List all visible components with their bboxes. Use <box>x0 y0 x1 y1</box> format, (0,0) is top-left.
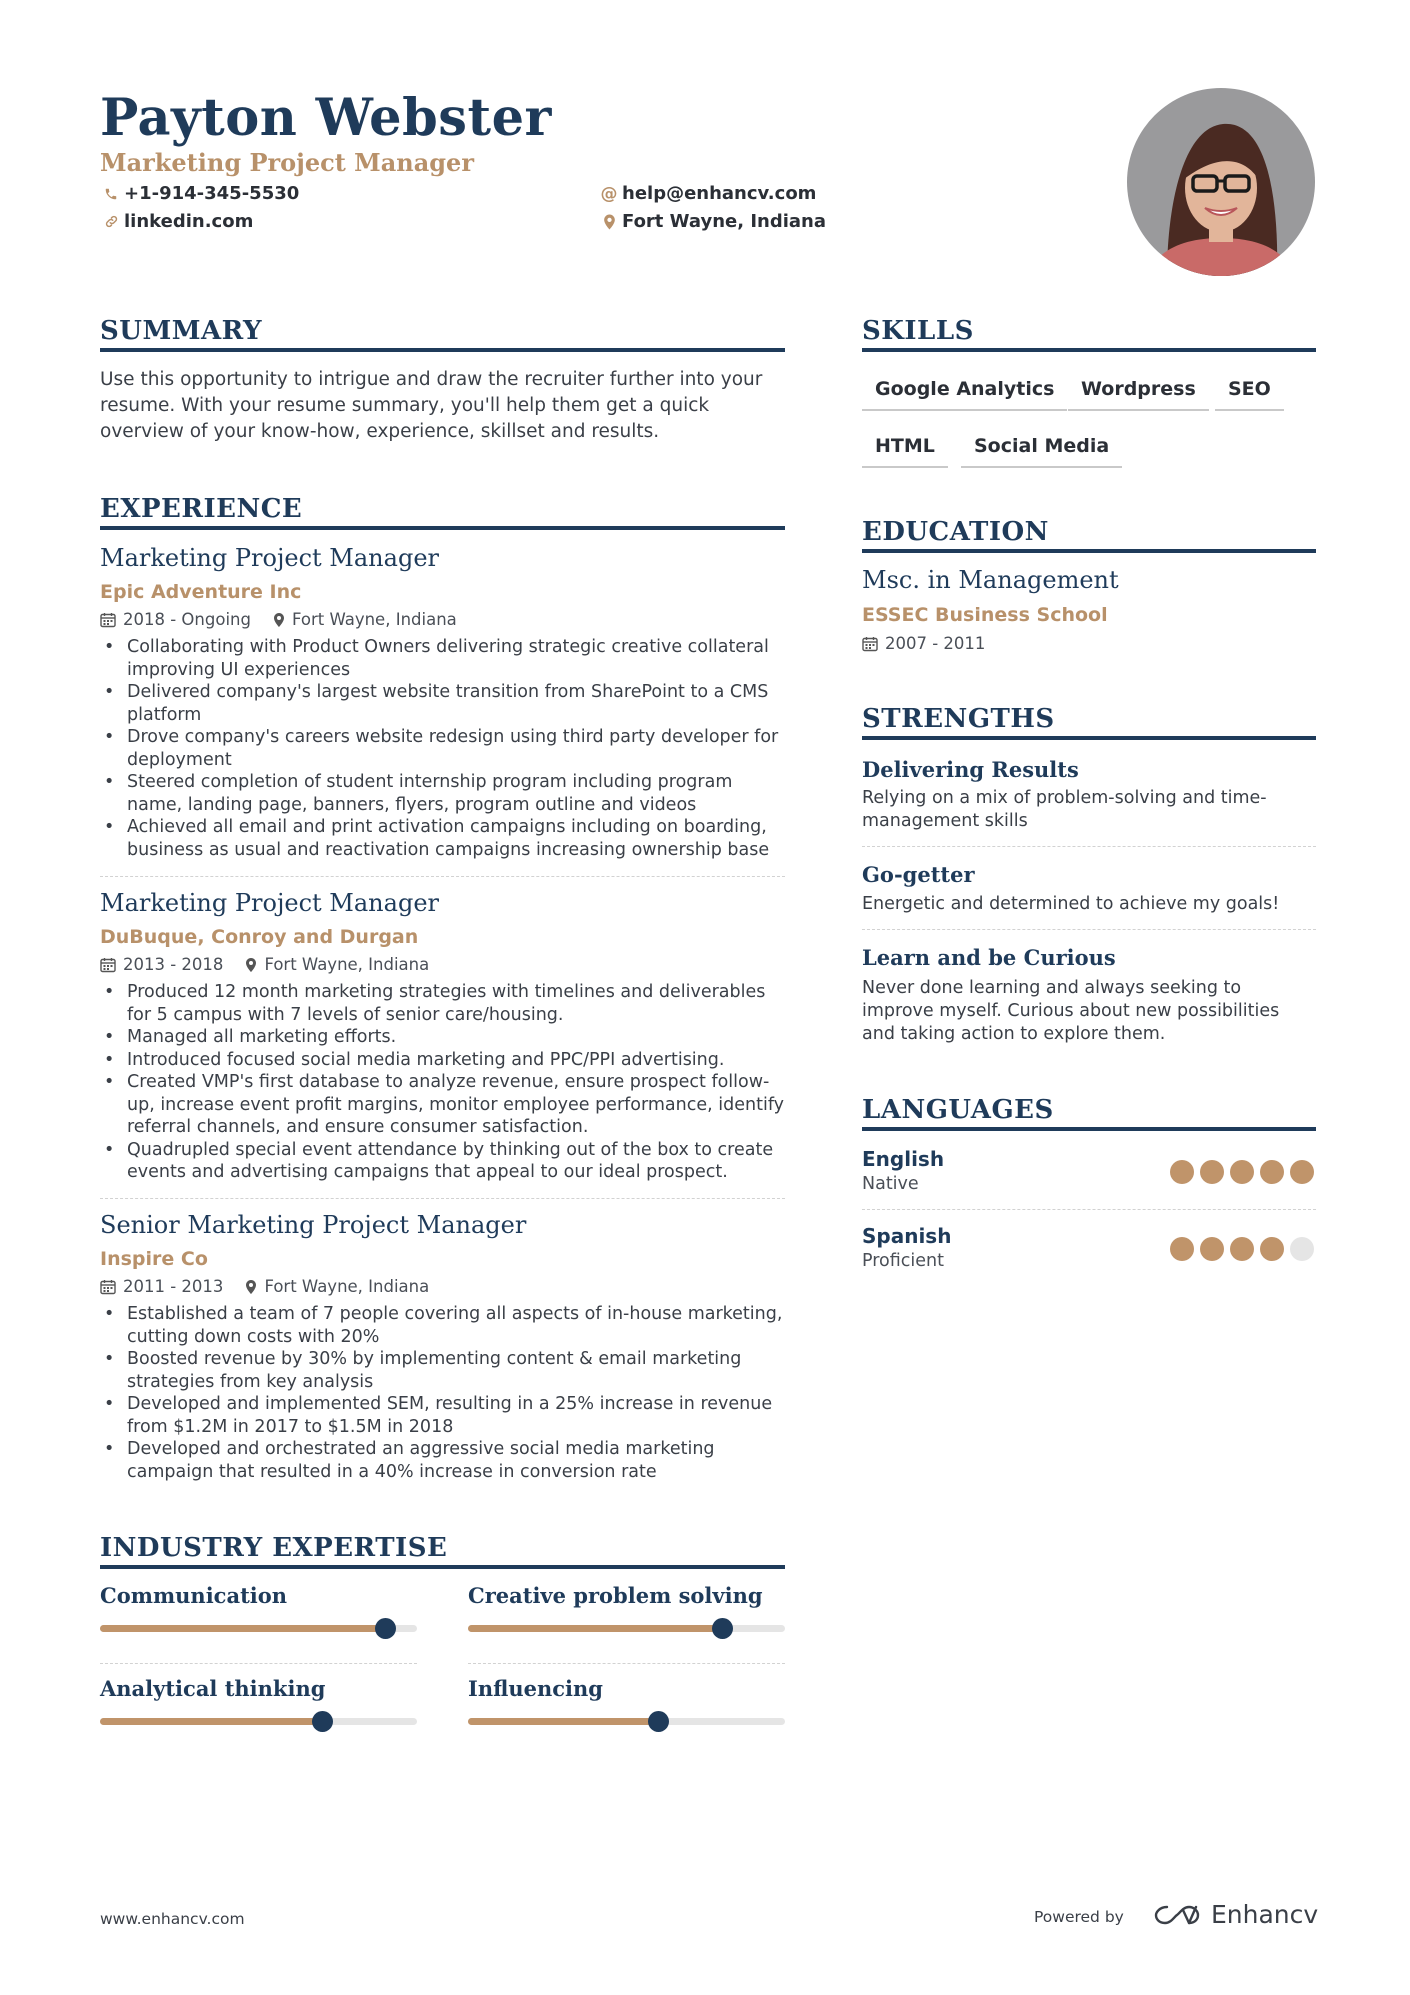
industry-expertise-rule <box>100 1565 785 1569</box>
divider <box>100 1663 417 1664</box>
language-level: Proficient <box>862 1251 944 1271</box>
candidate-role: Marketing Project Manager <box>100 148 474 177</box>
calendar-icon <box>100 612 116 628</box>
summary-rule <box>100 348 785 352</box>
linkedin-text: linkedin.com <box>124 211 254 232</box>
summary-title: SUMMARY <box>100 316 263 346</box>
expertise-bar-knob <box>375 1618 396 1639</box>
languages-title: LANGUAGES <box>862 1095 1054 1125</box>
skills-rule <box>862 348 1316 352</box>
rating-dot-filled <box>1230 1160 1254 1184</box>
enhancv-logo-text: Enhancv <box>1211 1900 1319 1929</box>
strengths-title: STRENGTHS <box>862 704 1055 734</box>
contact-linkedin[interactable] <box>100 211 253 232</box>
rating-dot-filled <box>1170 1237 1194 1261</box>
enhancv-logo-icon <box>1153 1902 1201 1928</box>
bullet-item: • Quadrupled special event attendance by thinking out of the box to create events and advertising campaigns that appeal to our ideal prospect. <box>100 1139 790 1184</box>
expertise-bar-knob <box>712 1618 733 1639</box>
education-school: ESSEC Business School <box>862 604 1108 626</box>
bullet-item: • Established a team of 7 people covering all aspects of in-house marketing, cutting down costs with 20% <box>100 1303 790 1348</box>
expertise-label: Communication <box>100 1583 288 1608</box>
expertise-label: Analytical thinking <box>100 1676 326 1701</box>
rating-dot-filled <box>1260 1160 1284 1184</box>
phone-text: +1-914-345-5530 <box>124 183 300 204</box>
skill-chip: SEO <box>1215 378 1284 411</box>
bullet-item: • Boosted revenue by 30% by implementing content & email marketing strategies from key analysis <box>100 1348 790 1393</box>
job-dates: 2018 - Ongoing <box>123 610 251 629</box>
expertise-bar-fill <box>100 1718 322 1725</box>
education-title: EDUCATION <box>862 517 1049 547</box>
job-bullets <box>100 636 790 861</box>
bullet-item: • Managed all marketing efforts. <box>100 1026 790 1049</box>
skill-chip: Social Media <box>961 435 1122 468</box>
experience-rule <box>100 526 785 530</box>
calendar-icon <box>100 1279 116 1295</box>
expertise-bar <box>100 1718 417 1725</box>
footer-website[interactable]: www.enhancv.com <box>100 1910 245 1928</box>
expertise-bar-fill <box>468 1718 658 1725</box>
divider <box>862 1209 1316 1210</box>
location-pin-icon <box>273 612 285 628</box>
job-bullets <box>100 1303 790 1483</box>
profile-photo <box>1127 88 1315 276</box>
contact-phone[interactable] <box>100 183 299 204</box>
rating-dot-empty <box>1290 1237 1314 1261</box>
bullet-item: • Produced 12 month marketing strategies with timelines and deliverables for 5 campus with 7 levels of senior care/housing. <box>100 981 790 1026</box>
strength-title: Go-getter <box>862 862 975 887</box>
expertise-bar <box>468 1718 785 1725</box>
skill-chip: Wordpress <box>1068 378 1209 411</box>
bullet-item: • Collaborating with Product Owners delivering strategic creative collateral improving UI experiences <box>100 636 790 681</box>
job-title: Marketing Project Manager <box>100 544 439 572</box>
rating-dot-filled <box>1200 1237 1224 1261</box>
job-company: Inspire Co <box>100 1248 208 1270</box>
email-text: help@enhancv.com <box>622 183 817 204</box>
expertise-bar-fill <box>100 1625 385 1632</box>
strength-title: Delivering Results <box>862 757 1079 782</box>
divider <box>100 1198 785 1199</box>
location-pin-icon <box>598 214 620 230</box>
industry-expertise-title: INDUSTRY EXPERTISE <box>100 1533 448 1563</box>
job-location: Fort Wayne, Indiana <box>291 610 457 629</box>
bullet-item: • Developed and orchestrated an aggressive social media marketing campaign that resulted in a 40% increase in conversion rate <box>100 1438 790 1483</box>
contact-email[interactable] <box>598 183 816 204</box>
education-rule <box>862 549 1316 553</box>
strength-text: Energetic and determined to achieve my goals! <box>862 894 1280 914</box>
job-title: Senior Marketing Project Manager <box>100 1211 527 1239</box>
rating-dot-filled <box>1260 1237 1284 1261</box>
job-meta <box>100 955 429 974</box>
divider <box>100 876 785 877</box>
expertise-bar-knob <box>648 1711 669 1732</box>
language-level: Native <box>862 1174 919 1194</box>
job-title: Marketing Project Manager <box>100 889 439 917</box>
language-name: English <box>862 1147 945 1171</box>
strength-text: Relying on a mix of problem-solving and time-management skills <box>862 788 1267 831</box>
skills-title: SKILLS <box>862 316 974 346</box>
job-location: Fort Wayne, Indiana <box>264 1277 430 1296</box>
education-dates: 2007 - 2011 <box>885 634 986 653</box>
bullet-item: • Drove company's careers website redesign using third party developer for deployment <box>100 726 790 771</box>
candidate-name: Payton Webster <box>100 88 552 148</box>
job-company: Epic Adventure Inc <box>100 581 302 603</box>
expertise-label: Influencing <box>468 1676 603 1701</box>
strengths-rule <box>862 736 1316 740</box>
job-company: DuBuque, Conroy and Durgan <box>100 926 419 948</box>
bullet-item: • Steered completion of student internship program including program name, landing page, banners, flyers, program outline and videos <box>100 771 790 816</box>
job-dates: 2013 - 2018 <box>123 955 224 974</box>
language-rating <box>1170 1160 1320 1184</box>
job-meta <box>100 610 457 629</box>
bullet-item: • Delivered company's largest website transition from SharePoint to a CMS platform <box>100 681 790 726</box>
bullet-item: • Developed and implemented SEM, resulting in a 25% increase in revenue from $1.2M in 2017 to $1.5M in 2018 <box>100 1393 790 1438</box>
job-bullets <box>100 981 790 1184</box>
expertise-bar-fill <box>468 1625 722 1632</box>
link-icon <box>100 214 122 229</box>
skill-chip: Google Analytics <box>862 378 1067 411</box>
rating-dot-filled <box>1170 1160 1194 1184</box>
bullet-item: • Created VMP's first database to analyze revenue, ensure prospect follow-up, increase event profit margins, monitor employee performance, identify referral channels, and ensure consumer satisfaction. <box>100 1071 790 1139</box>
contact-location <box>598 211 826 232</box>
education-degree: Msc. in Management <box>862 566 1119 594</box>
strength-title: Learn and be Curious <box>862 945 1116 970</box>
skill-chip: HTML <box>862 435 948 468</box>
divider <box>862 929 1316 930</box>
experience-title: EXPERIENCE <box>100 494 303 524</box>
phone-icon <box>100 187 122 201</box>
bullet-item: • Achieved all email and print activation campaigns including on boarding, business as usual and reactivation campaigns increasing ownership base <box>100 816 790 861</box>
job-location: Fort Wayne, Indiana <box>264 955 430 974</box>
expertise-label: Creative problem solving <box>468 1583 763 1608</box>
calendar-icon <box>862 636 878 652</box>
language-name: Spanish <box>862 1224 952 1248</box>
language-rating <box>1170 1237 1320 1261</box>
job-meta <box>100 1277 429 1296</box>
expertise-bar <box>100 1625 417 1632</box>
education-meta <box>862 634 985 653</box>
expertise-bar <box>468 1625 785 1632</box>
footer-powered-by: Powered by <box>1034 1908 1124 1926</box>
bullet-item: • Introduced focused social media marketing and PPC/PPI advertising. <box>100 1049 790 1072</box>
divider <box>862 846 1316 847</box>
divider <box>468 1663 785 1664</box>
enhancv-logo[interactable] <box>1153 1900 1318 1929</box>
location-pin-icon <box>245 1279 257 1295</box>
rating-dot-filled <box>1230 1237 1254 1261</box>
summary-text: Use this opportunity to intrigue and draw the recruiter further into your resume. With your resume summary, you'll help them get a quick overview of your know-how, experience, skillset and results. <box>100 369 763 442</box>
rating-dot-filled <box>1200 1160 1224 1184</box>
at-icon: @ <box>600 183 618 204</box>
expertise-bar-knob <box>312 1711 333 1732</box>
calendar-icon <box>100 957 116 973</box>
strength-text: Never done learning and always seeking to improve myself. Curious about new possibilities and taking action to explore them. <box>862 978 1280 1044</box>
job-dates: 2011 - 2013 <box>123 1277 224 1296</box>
languages-rule <box>862 1127 1316 1131</box>
location-pin-icon <box>245 957 257 973</box>
location-text: Fort Wayne, Indiana <box>622 211 827 232</box>
rating-dot-filled <box>1290 1160 1314 1184</box>
